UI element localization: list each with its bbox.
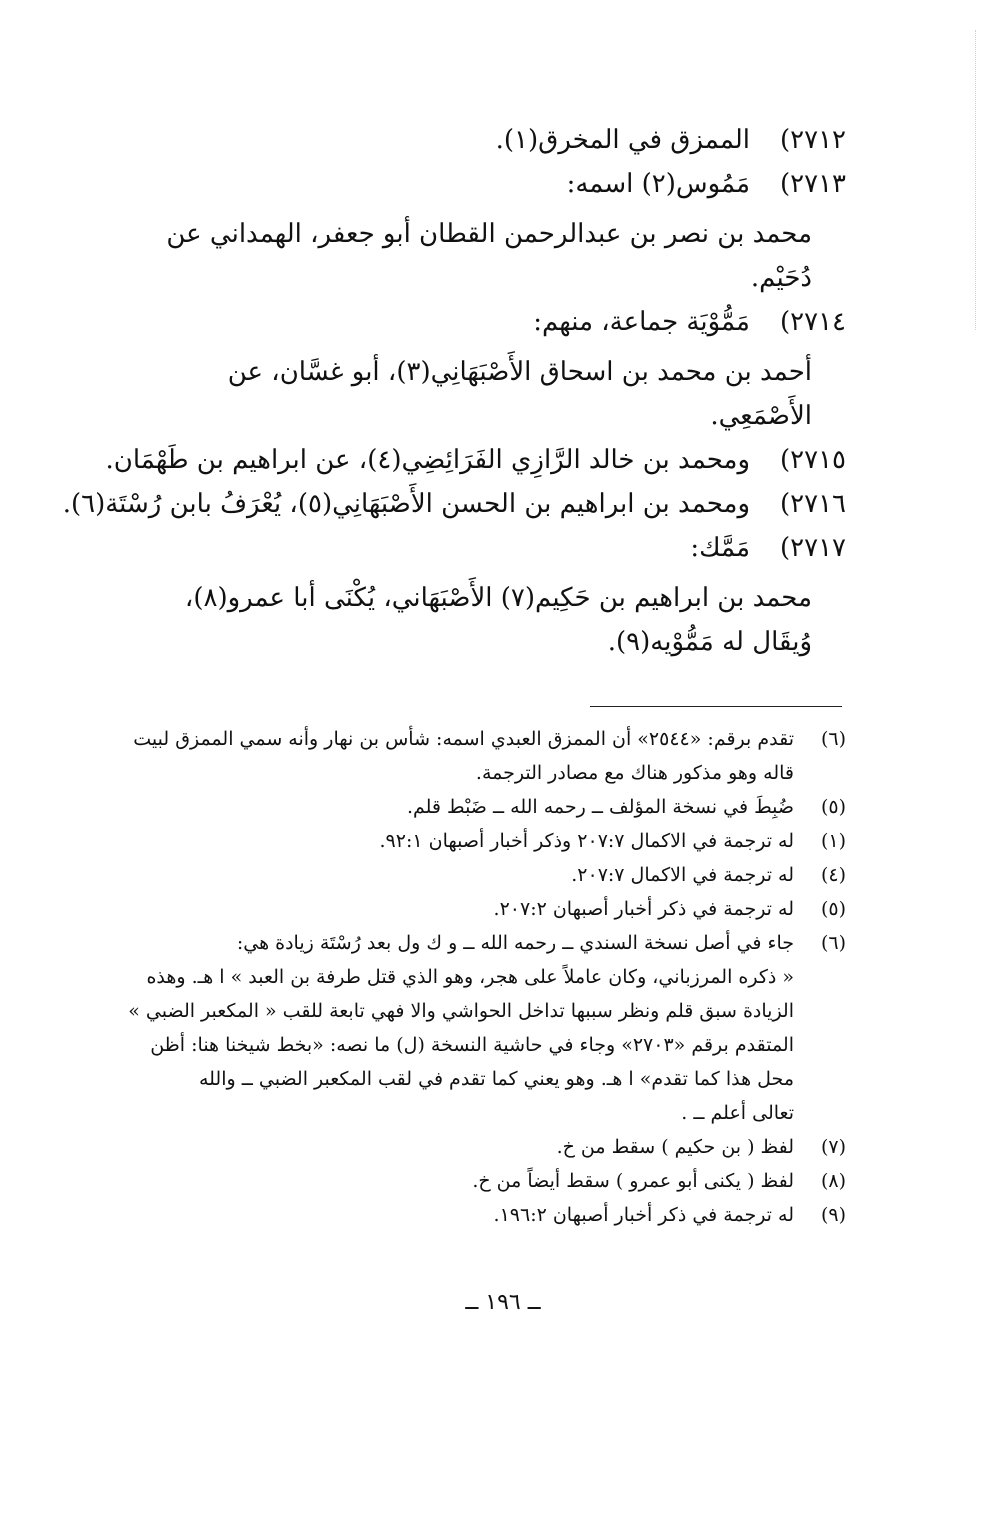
footnote-separator: [590, 706, 842, 707]
entry-2717: [120, 526, 846, 570]
footnote-line: له ترجمة في ذكر أخبار أصبهان ١٩٦:٢.: [493, 1204, 794, 1226]
footnote: [125, 858, 846, 892]
footnote-line: تعالى أعلم ــ .: [681, 1102, 794, 1124]
footnote-line: قاله وهو مذكور هناك مع مصادر الترجمة.: [475, 762, 794, 784]
footnote: [125, 926, 846, 1130]
page-edge-line: [975, 30, 976, 330]
footnote-number: (٦): [820, 932, 846, 954]
entry-text: ومحمد بن ابراهيم بن الحسن الأَصْبَهَانِي(٥)، يُعْرَفُ بابن رُسْتَة(٦).: [62, 489, 750, 519]
footnote: [125, 1164, 846, 1198]
footnote-line: المتقدم برقم «٢٧٠٣» وجاء في حاشية النسخة (ل) ما نصه: «بخط شيخنا هنا: أظن: [150, 1034, 794, 1056]
entry-text: الممزق في المخرق(١).: [495, 125, 750, 155]
footnote-text: [125, 722, 794, 790]
entry-number: ٢٧١٤): [779, 307, 846, 337]
footnote-text: [125, 858, 794, 892]
footnote: [125, 790, 846, 824]
entry-2714-detail: أحمد بن محمد بن اسحاق الأَصْبَهَانِي(٣)، أبو غسَّان، عن الأَصْمَعِي.: [227, 357, 812, 431]
footnote-line: له ترجمة في الاكمال ٢٠٧:٧ وذكر أخبار أصبهان ٩٢:١.: [379, 830, 794, 852]
footnotes: [125, 722, 846, 1232]
entry-2716: [62, 482, 846, 526]
entry-2712: [120, 118, 846, 162]
footnote-text: [125, 892, 794, 926]
footnote-line: جاء في أصل نسخة السندي ــ رحمه الله ــ و ك ول بعد رُسْتَة زيادة هي:: [236, 932, 794, 954]
page-number: ــ ١٩٦ ــ: [465, 1290, 541, 1315]
footnote: [125, 824, 846, 858]
entry-2715: [105, 438, 846, 482]
footnote: [125, 1130, 846, 1164]
footnote-line: محل هذا كما تقدم» ا هـ. وهو يعني كما تقدم في لقب المكعبر الضبي ــ والله: [198, 1068, 794, 1090]
footnote-text: [125, 824, 794, 858]
entry-2713-detail: محمد بن نصر بن عبدالرحمن القطان أبو جعفر، الهمداني عن دُحَيْم.: [166, 219, 812, 293]
footnote: [125, 722, 846, 790]
footnote-line: ضُبِطَ في نسخة المؤلف ــ رحمه الله ــ ضَبْط قلم.: [406, 796, 794, 818]
main-text: [62, 118, 846, 664]
footnote-line: له ترجمة في الاكمال ٢٠٧:٧.: [571, 864, 794, 886]
footnote-number: (٥): [820, 796, 846, 818]
entry-text: مَمُوس(٢) اسمه:: [566, 169, 750, 199]
footnote-line: لفظ ( يكنى أبو عمرو ) سقط أيضاً من خ.: [472, 1170, 794, 1192]
entry-number: ٢٧١٣): [779, 169, 846, 199]
entry-text: مَمُّوْيَة جماعة، منهم:: [533, 307, 750, 337]
footnote-text: [125, 1198, 794, 1232]
entry-number: ٢٧١٦): [779, 489, 846, 519]
footnote-number: (١): [820, 830, 846, 852]
footnote-line: الزيادة سبق قلم ونظر سببها تداخل الحواشي والا فهي تابعة للقب « المكعبر الضبي »: [128, 1000, 794, 1022]
footnote: [125, 892, 846, 926]
entry-2714: [120, 300, 846, 344]
footnote-number: (٥): [820, 898, 846, 920]
entry-number: ٢٧١٥): [779, 445, 846, 475]
footnote-text: [125, 1130, 794, 1164]
footnote: [125, 1198, 846, 1232]
footnote-text: [125, 926, 794, 1130]
footnote-line: « ذكره المرزباني، وكان عاملاً على هجر، وهو الذي قتل طرفة بن العبد » ا هـ. وهذه: [146, 966, 794, 988]
footnote-number: (٧): [820, 1136, 846, 1158]
entry-number: ٢٧١٢): [779, 125, 846, 155]
entry-2713: [120, 162, 846, 206]
footnote-number: (٦): [820, 728, 846, 750]
footnote-text: [125, 790, 794, 824]
entry-text: ومحمد بن خالد الرَّازِي الفَرَائِضِي(٤)، عن ابراهيم بن طَهْمَان.: [105, 445, 750, 475]
entry-2717-detail: محمد بن ابراهيم بن حَكِيم(٧) الأَصْبَهَاني، يُكْنَى أبا عمرو(٨)، وُيقَال له مَمُّوْيه(٩).: [184, 583, 812, 657]
footnote-number: (٨): [820, 1170, 846, 1192]
footnote-number: (٩): [820, 1204, 846, 1226]
entry-number: ٢٧١٧): [779, 533, 846, 563]
footnote-line: لفظ ( بن حكيم ) سقط من خ.: [556, 1136, 794, 1158]
footnote-line: له ترجمة في ذكر أخبار أصبهان ٢٠٧:٢.: [493, 898, 794, 920]
entry-text: مَمَّك:: [690, 533, 750, 563]
footnote-text: [125, 1164, 794, 1198]
footnote-line: تقدم برقم: «٢٥٤٤» أن الممزق العبدي اسمه: شأس بن نهار وأنه سمي الممزق لبيت: [133, 728, 794, 750]
footnote-number: (٤): [820, 864, 846, 886]
